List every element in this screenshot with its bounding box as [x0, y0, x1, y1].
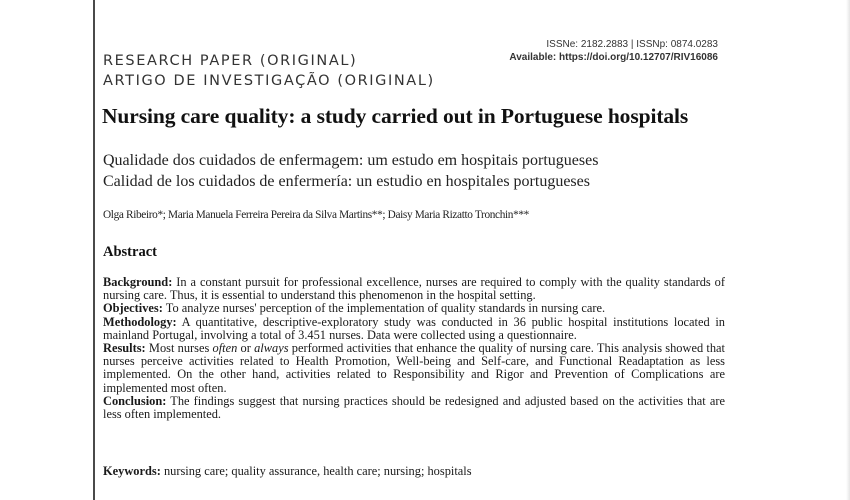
results-text-start: Most nurses [148, 341, 210, 356]
abstract-conclusion [103, 395, 725, 421]
abstract-background [103, 276, 725, 302]
results-text-end: performed activities that enhance the quality of nursing care. This analysis showed that nurses perceive activities related to Health Promotion, Well-being and Self-care, and Functional Readaptation as less implemented. On the other hand, activities related to Responsibility and Rigor and Prevention of Complications are implemented most often. [103, 341, 725, 395]
authors-line: Olga Ribeiro*; Maria Manuela Ferreira Pereira da Silva Martins**; Daisy Maria Rizatto Tronchin*** [103, 209, 529, 221]
paper-type-block [103, 51, 435, 91]
conclusion-text: The findings suggest that nursing practices should be redesigned and adjusted based on the activities that are less often implemented. [103, 393, 725, 422]
results-or: or [240, 341, 251, 356]
results-always: always [254, 341, 289, 356]
paper-type-pt: ARTIGO DE INVESTIGAÇÃO (ORIGINAL) [103, 73, 435, 89]
issn-block [509, 38, 718, 64]
paper-type-en: RESEARCH PAPER (ORIGINAL) [103, 53, 358, 69]
alternate-titles [103, 150, 598, 192]
title-portuguese: Qualidade dos cuidados de enfermagem: um estudo em hospitais portugueses [103, 152, 599, 169]
abstract-methodology [103, 316, 725, 342]
methodology-text: A quantitative, descriptive-exploratory study was conducted in 36 public hospital institutions located in mainland Portugal, involving a total of 3.451 nurses. Data were collected using a questionnaire. [103, 314, 725, 342]
issn-line: ISSNe: 2182.2883 | ISSNp: 0874.0283 [546, 39, 718, 50]
paper-title: Nursing care quality: a study carried out in Portuguese hospitals [102, 104, 689, 128]
objectives-text: To analyze nurses' perception of the implementation of quality standards in nursing care. [165, 301, 606, 316]
results-often: often [212, 341, 238, 356]
page-edge-shadow [846, 0, 850, 500]
objectives-label: Objectives: [103, 301, 163, 316]
conclusion-label: Conclusion: [103, 393, 167, 408]
abstract-heading: Abstract [103, 244, 157, 260]
doi-link[interactable]: Available: https://doi.org/10.12707/RIV16086 [509, 52, 718, 63]
methodology-label: Methodology: [103, 314, 177, 329]
abstract-results [103, 342, 725, 395]
background-text: In a constant pursuit for professional excellence, nurses are required to comply with the quality standards of nursing care. Thus, it is essential to understand this phenomenon in the hospital setting. [103, 275, 725, 303]
results-label: Results: [103, 341, 146, 356]
keywords-text: nursing care; quality assurance, health care; nursing; hospitals [163, 464, 472, 478]
background-label: Background: [103, 275, 173, 289]
title-spanish: Calidad de los cuidados de enfermería: un estudio en hospitales portugueses [103, 173, 590, 190]
keywords-label: Keywords: [103, 464, 161, 478]
keywords-line [103, 464, 472, 479]
abstract-body [103, 276, 725, 421]
margin-rule [93, 0, 95, 500]
